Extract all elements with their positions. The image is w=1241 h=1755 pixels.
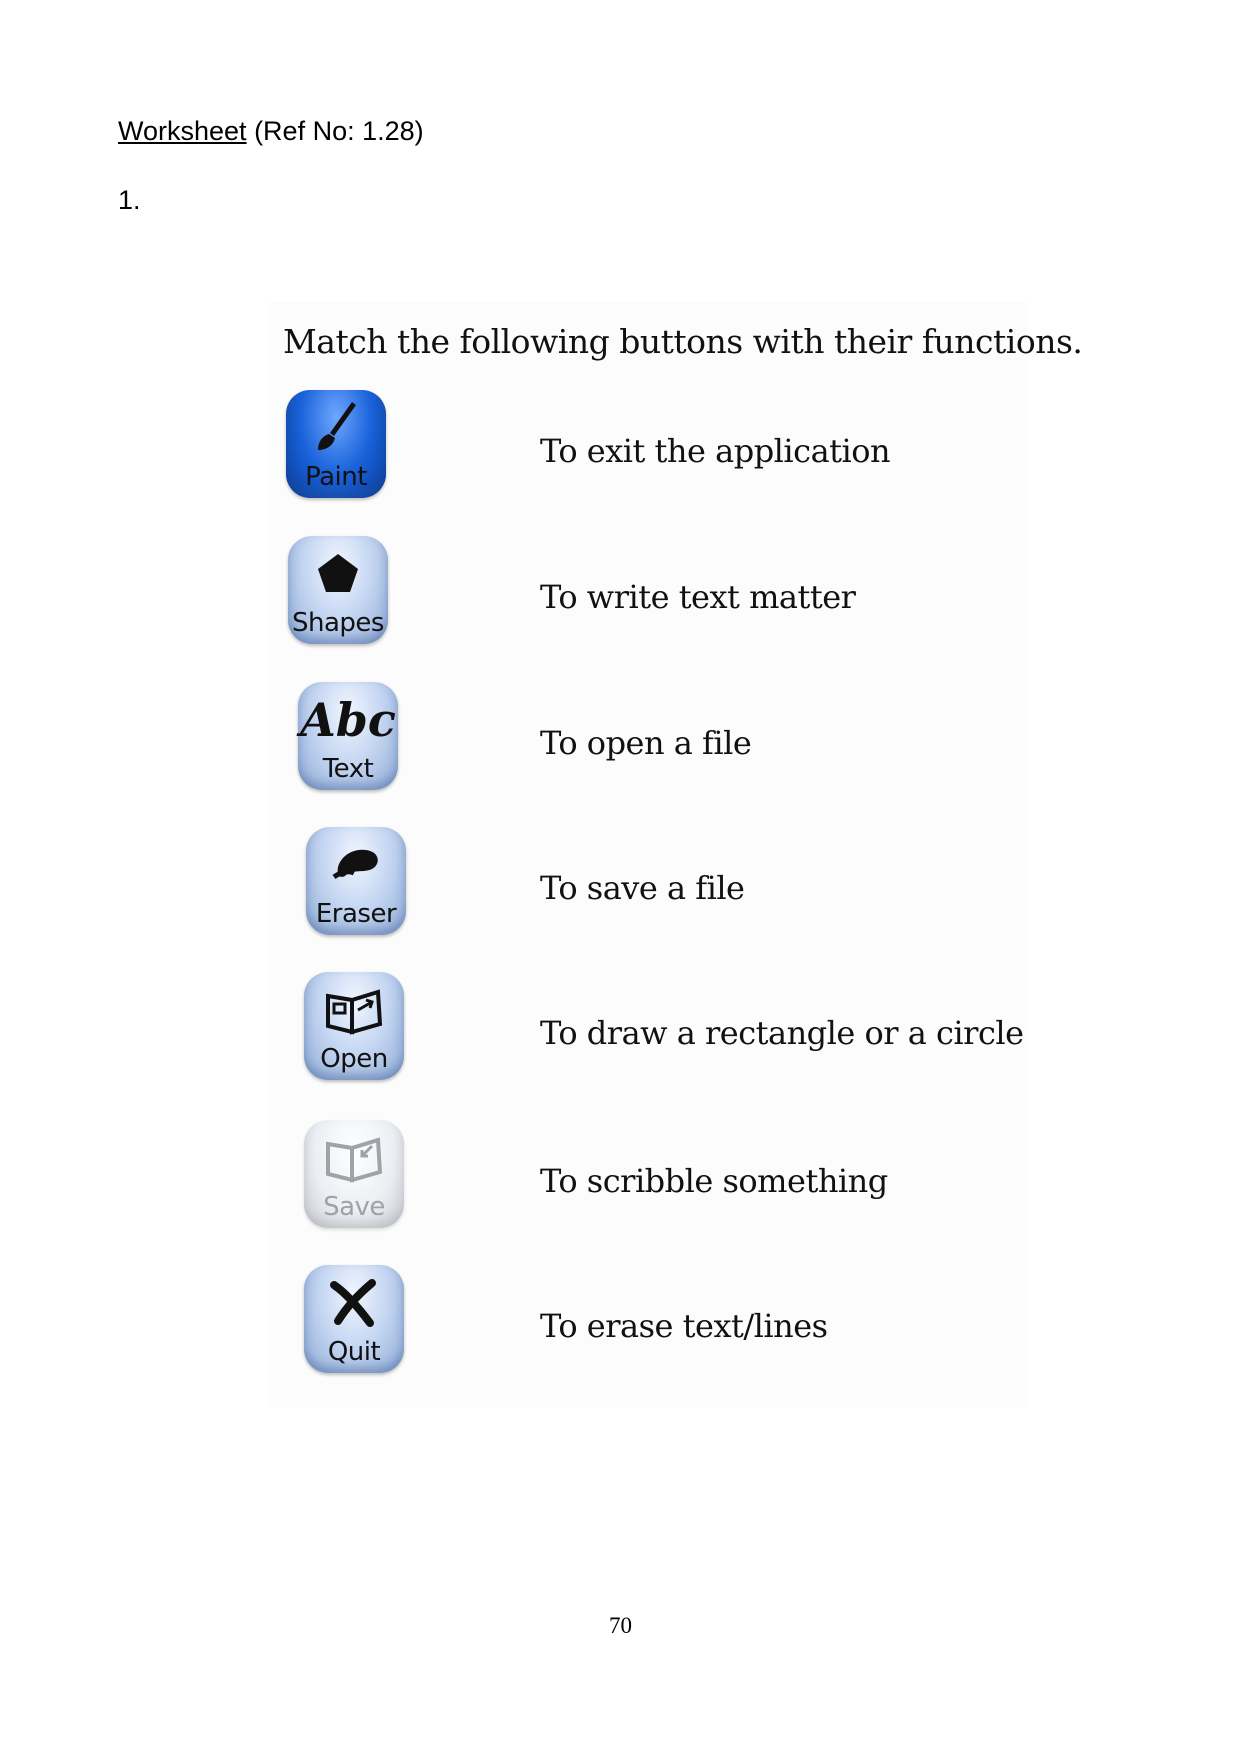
matching-row (268, 1120, 1028, 1240)
function-text: To write text matter (540, 578, 856, 616)
function-text: To draw a rectangle or a circle (540, 1014, 1024, 1052)
function-text: To save a file (540, 869, 745, 907)
button-label: Eraser (315, 899, 397, 929)
pentagon-icon (288, 542, 388, 606)
matching-row (268, 1265, 1028, 1385)
quit-x-icon (304, 1271, 404, 1335)
page-number: 70 (609, 1613, 632, 1638)
button-label: Text (322, 754, 374, 784)
save-book-icon (304, 1126, 404, 1190)
quit-button[interactable] (304, 1265, 404, 1373)
worksheet-heading (118, 116, 424, 147)
matching-row (268, 682, 1028, 802)
abc-glyph: Abc (300, 693, 396, 747)
exercise-instruction: Match the following buttons with their functions. (283, 322, 1083, 361)
shapes-button[interactable] (288, 536, 388, 644)
question-number: 1. (118, 185, 141, 215)
open-book-icon (304, 978, 404, 1042)
button-label: Paint (305, 462, 367, 492)
worksheet-title: Worksheet (118, 116, 247, 146)
matching-row (268, 390, 1028, 510)
button-label: Save (323, 1192, 385, 1222)
matching-exercise-image (268, 302, 1083, 1408)
function-text: To open a file (540, 724, 752, 762)
text-button[interactable] (298, 682, 398, 790)
matching-row (268, 972, 1028, 1092)
eraser-icon (306, 833, 406, 897)
paintbrush-icon (286, 396, 386, 460)
eraser-button[interactable] (306, 827, 406, 935)
abc-text-icon (298, 688, 398, 752)
function-text: To erase text/lines (540, 1307, 828, 1345)
matching-row (268, 536, 1028, 656)
matching-row (268, 827, 1028, 947)
open-button[interactable] (304, 972, 404, 1080)
button-label: Open (320, 1044, 388, 1074)
paint-button[interactable] (286, 390, 386, 498)
button-label: Quit (327, 1337, 381, 1367)
function-text: To scribble something (540, 1162, 888, 1200)
worksheet-ref: (Ref No: 1.28) (246, 116, 424, 146)
button-label: Shapes (292, 608, 384, 638)
save-button[interactable] (304, 1120, 404, 1228)
function-text: To exit the application (540, 432, 891, 470)
